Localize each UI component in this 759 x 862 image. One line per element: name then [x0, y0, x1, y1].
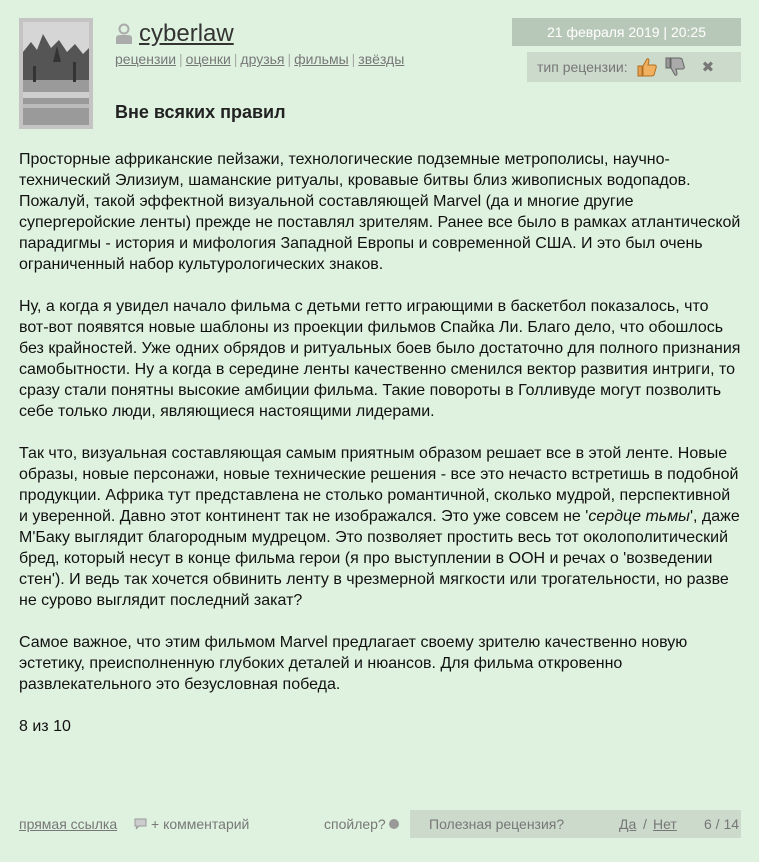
direct-link[interactable]: прямая ссылка: [19, 816, 118, 832]
nav-separator: |: [351, 51, 356, 67]
paragraph-text: Так что, визуальная составляющая самым приятным образом решает все в этой ленте. Новые образы, новые персонажи, новые технические решения - все это нечасто встретишь в подобной продукции. Африка тут представлена не столько романтичной, сколько мудрой, перспективной и уверенной. Давно этот континент так не изображался. Это уже совсем не ': [19, 445, 739, 525]
useful-review-panel: [410, 810, 741, 838]
avatar-image: [23, 22, 89, 125]
useful-yes-link[interactable]: Да: [619, 816, 637, 832]
spoiler-label: спойлер?: [324, 816, 386, 832]
review-paragraph: Самое важное, что этим фильмом Marvel предлагает своему зрителю качественно новую эстетику, преисполненную глубоких деталей и нюансов. Для фильма откровенно развлекательного это безусловная победа.: [19, 634, 688, 693]
review-rating: 8 из 10: [19, 718, 71, 735]
thumb-up-icon[interactable]: [636, 56, 658, 78]
review-title: Вне всяких правил: [115, 102, 286, 122]
useful-count: 6 / 14: [704, 816, 740, 832]
review-paragraph: [19, 443, 741, 611]
add-comment-label: + комментарий: [151, 816, 250, 832]
paragraph-text: ', даже М'Баку выглядит благородным мудрецом. Это позволяет простить весь тот околополитический бред, который несут в конце фильма герои (я про выступлении в ООН и речах о 'возведении стен'). И ведь так хочется обвинить ленту в чрезмерной мягкости или трогательности, но разве не сурово выглядит последний закат?: [19, 508, 740, 609]
nav-separator: |: [287, 51, 292, 67]
avatar[interactable]: [19, 18, 93, 129]
spoiler-toggle[interactable]: [324, 816, 399, 832]
nav-films-link[interactable]: фильмы: [294, 51, 349, 67]
nav-reviews-link[interactable]: рецензии: [115, 51, 177, 67]
review-footer: [19, 810, 741, 840]
user-nav: [115, 51, 404, 67]
review-type-panel: [527, 52, 741, 82]
italic-quote: сердце тьмы: [588, 508, 690, 525]
user-icon: [115, 23, 133, 45]
comment-icon: [134, 818, 147, 830]
nav-ratings-link[interactable]: оценки: [185, 51, 231, 67]
nav-separator: |: [179, 51, 183, 67]
review-type-label: тип рецензии:: [537, 59, 628, 75]
useful-no-link[interactable]: Нет: [653, 816, 677, 832]
add-comment-button[interactable]: [134, 816, 249, 832]
thumb-down-icon[interactable]: [664, 56, 686, 78]
useful-question: Полезная рецензия?: [429, 816, 565, 832]
nav-friends-link[interactable]: друзья: [240, 51, 285, 67]
useful-separator: /: [643, 816, 647, 832]
username-link[interactable]: cyberlaw: [139, 20, 234, 47]
nav-stars-link[interactable]: звёзды: [358, 51, 405, 67]
review-paragraph: Просторные африканские пейзажи, технологические подземные метрополисы, научно-технический Элизиум, шаманские ритуалы, кровавые битвы близ живописных водопадов. Пожалуй, такой эффектной визуальной составляющей Marvel (да и многие другие супергеройские ленты) прежде не поставлял зрителям. Ранее все было в рамках атлантической парадигмы - история и мифология Западной Европы и современной США. И это был очень ограниченный набор культурологических знаков.: [19, 151, 741, 273]
user-header: [115, 20, 234, 48]
nav-separator: |: [233, 51, 238, 67]
close-icon[interactable]: ✖: [701, 59, 715, 76]
review-body: [19, 149, 741, 758]
review-paragraph: Ну, а когда я увидел начало фильма с детьми гетто играющими в баскетбол показалось, что вот-вот появятся новые шаблоны из проекции фильмов Спайка Ли. Благо дело, что обошлось без крайностей. Уже одних обрядов и ритуальных боев было достаточно для полного признания самобытности. Ну а когда в середине ленты качественно сменился вектор развития интриги, то сразу стали понятны высокие амбиции фильма. Такие повороты в Голливуде могут позволить себе только люди, являющиеся настоящими лидерами.: [19, 298, 741, 420]
spoiler-dot-icon: [389, 819, 399, 829]
review-date: 21 февраля 2019 | 20:25: [512, 18, 741, 46]
